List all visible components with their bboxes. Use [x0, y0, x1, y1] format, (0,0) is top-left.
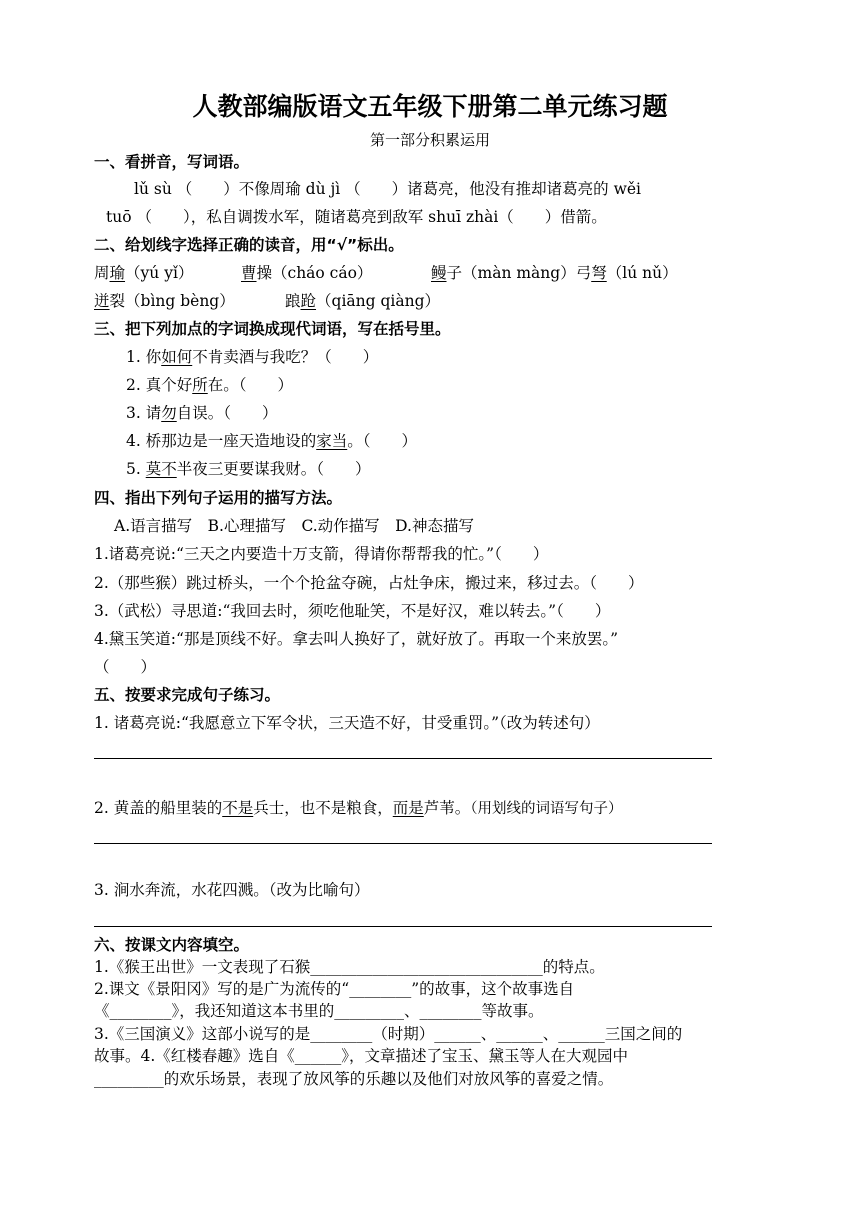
underlined-char: 跄	[300, 292, 317, 310]
section-1-line-1: lǔ sù （ ）不像周瑜 dù jì （ ）诸葛亮，他没有推却诸葛亮的 wěi	[134, 180, 642, 198]
page-subtitle: 第一部分积累运用	[369, 131, 490, 149]
section-6-line-6: _________的欢乐场景，表现了放风筝的乐趣以及他们对放风筝的喜爱之情。	[94, 1070, 614, 1088]
section-3-heading: 三、把下列加点的字词换成现代词语，写在括号里。	[94, 320, 451, 338]
underlined-char: 瑜	[109, 264, 126, 282]
section-4-question-3: 3.（武松）寻思道:“我回去时，须吃他耻笑，不是好汉，难以转去。”（ ）	[94, 602, 611, 620]
section-5-heading: 五、按要求完成句子练习。	[94, 686, 281, 704]
section-3-item: 3. 请勿自误。（ ）	[126, 404, 278, 422]
section-2-item: 曹操（cháo cáo）	[241, 264, 373, 282]
underlined-char: 迸	[94, 292, 110, 310]
section-3-item: 2. 真个好所在。（ ）	[126, 376, 293, 394]
section-5-question-1: 1. 诸葛亮说:“我愿意立下军令状，三天造不好，甘受重罚。”（改为转述句）	[94, 714, 600, 732]
section-5-question-2: 2. 黄盖的船里装的不是兵士，也不是粮食，而是芦苇。（用划线的词语写句子）	[94, 799, 623, 817]
section-4-options: A.语言描写 B.心理描写 C.动作描写 D.神态描写	[114, 517, 474, 535]
section-4-heading: 四、指出下列句子运用的描写方法。	[94, 489, 343, 507]
section-6-line-5: 故事。4.《红楼春趣》选自《______》，文章描述了宝玉、黛玉等人在大观园中	[94, 1047, 629, 1065]
section-2-item: 周瑜（yú yǐ）	[94, 264, 194, 282]
section-4-question-4: 4.黛玉笑道:“那是顶线不好。拿去叫人换好了，就好放了。再取一个来放罢。”	[94, 630, 619, 648]
section-6-line-2: 2.课文《景阳冈》写的是广为流传的“________”的故事，这个故事选自	[94, 980, 575, 998]
section-2-item: 迸裂（bìng bèng）	[94, 292, 235, 310]
section-4-question-4-answer: （ ）	[94, 658, 157, 676]
page-title: 人教部编版语文五年级下册第二单元练习题	[192, 92, 668, 121]
answer-line[interactable]	[94, 843, 712, 844]
answer-line[interactable]	[94, 926, 712, 927]
section-1-line-2: tuō （ ），私自调拨水军，随诸葛亮到敌军 shuī zhài（ ）借箭。	[106, 208, 607, 226]
section-6-line-1: 1.《猴王出世》一文表现了石猴______________________________的特点。	[94, 958, 605, 976]
section-6-line-3: 《________》，我还知道这本书里的_________、________等故事。	[94, 1002, 544, 1020]
answer-line[interactable]	[94, 758, 712, 759]
section-6-line-4: 3.《三国演义》这部小说写的是________（时期）______、______、______三国之间的	[94, 1025, 683, 1043]
section-3-item: 5. 莫不半夜三更要谋我财。（ ）	[126, 460, 371, 478]
underlined-char: 鳗	[431, 264, 447, 282]
section-5-question-3: 3. 涧水奔流，水花四溅。（改为比喻句）	[94, 881, 370, 899]
section-6-heading: 六、按课文内容填空。	[94, 936, 250, 954]
section-4-question-2: 2.（那些猴）跳过桥头，一个个抢盆夺碗，占灶争床，搬过来，移过去。（ ）	[94, 574, 644, 592]
underlined-char: 曹	[241, 264, 257, 282]
section-2-item: 踉跄（qiāng qiàng）	[285, 292, 441, 310]
section-4-question-1: 1.诸葛亮说:“三天之内要造十万支箭，得请你帮帮我的忙。”（ ）	[94, 545, 549, 563]
section-3-item: 1. 你如何不肯卖酒与我吃？（ ）	[126, 348, 379, 366]
underlined-char: 弩	[591, 264, 607, 282]
section-3-item: 4. 桥那边是一座天造地设的家当。（ ）	[126, 432, 417, 450]
section-1-heading: 一、看拼音，写词语。	[94, 153, 250, 171]
section-2-heading: 二、给划线字选择正确的读音，用“√”标出。	[94, 236, 404, 254]
section-2-item: 鳗子（màn màng）弓弩（lú nǔ）	[431, 264, 678, 282]
